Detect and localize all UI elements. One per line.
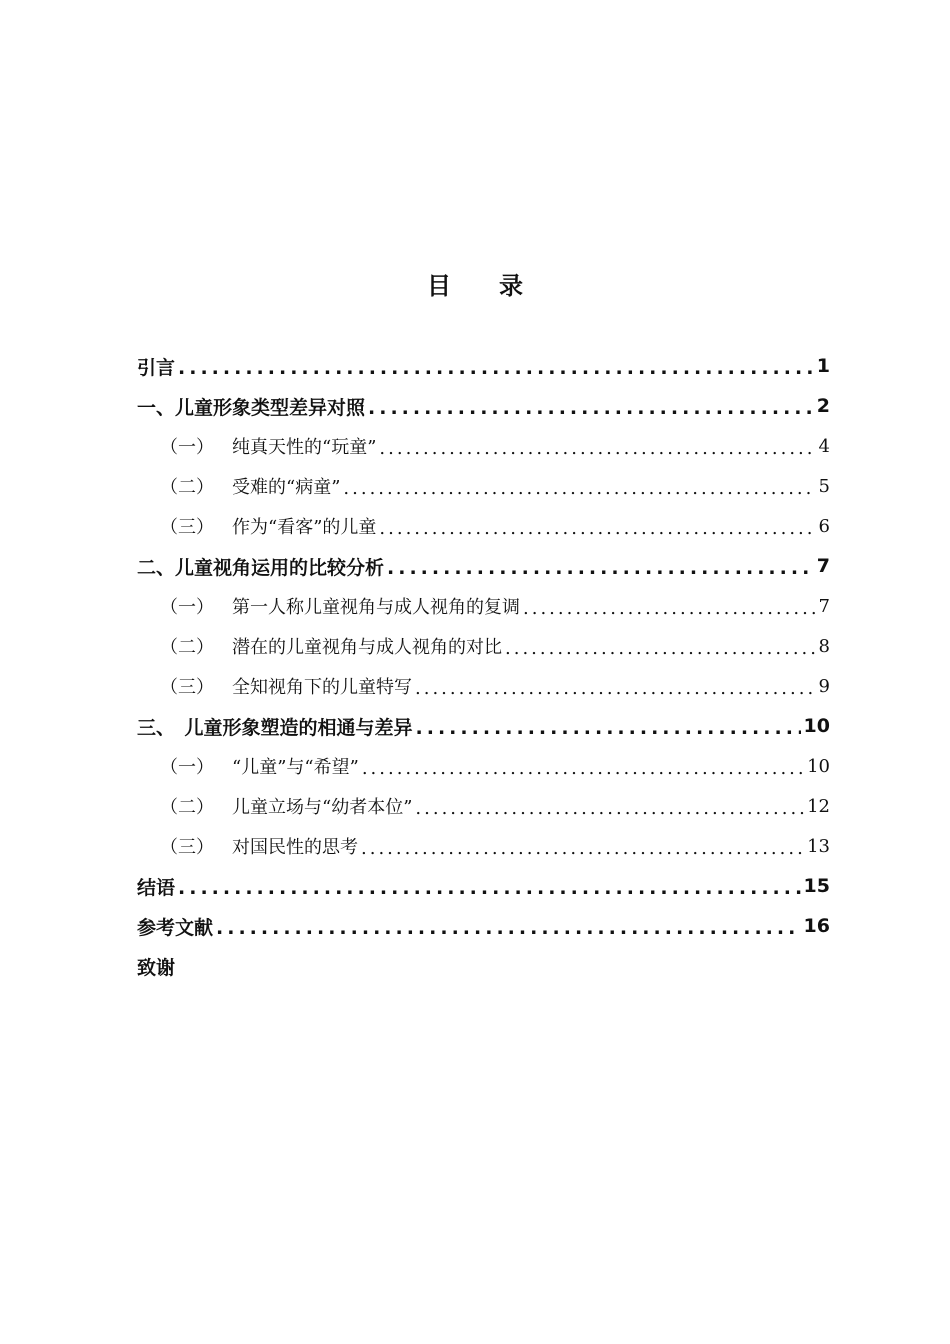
- toc-subentry-text: 儿童立场与“幼者本位”: [232, 797, 413, 818]
- toc-title: 目 录: [427, 272, 523, 300]
- toc-subentry-text: 受难的“病童”: [232, 477, 341, 498]
- toc-entry-page: 1: [816, 355, 830, 377]
- toc-subentry: [137, 426, 830, 466]
- toc-entry-text: 参考文献: [137, 916, 214, 939]
- dot-leader: [178, 357, 814, 379]
- toc-subentry-number: （一）: [160, 597, 214, 618]
- toc-subentry: [137, 586, 830, 626]
- toc-subentry-number: （二）: [160, 797, 214, 818]
- toc-entry-page: 2: [816, 395, 830, 417]
- dot-leader: [387, 557, 814, 579]
- dot-leader: [178, 877, 801, 899]
- toc-entry: [137, 946, 830, 986]
- toc-entry: [137, 546, 830, 586]
- toc-entry-text: 引言: [137, 356, 176, 379]
- dot-leader: [343, 478, 815, 499]
- toc-entry-text: 三、 儿童形象塑造的相通与差异: [137, 716, 413, 739]
- toc-subentry-page: 4: [818, 435, 830, 457]
- dot-leader: [416, 717, 801, 739]
- toc-list: [137, 346, 830, 986]
- toc-entry-text: 一、儿童形象类型差异对照: [137, 396, 366, 419]
- toc-entry: [137, 706, 830, 746]
- dot-leader: [505, 638, 816, 659]
- toc-subentry-page: 13: [807, 835, 830, 857]
- toc-entry-page: 10: [803, 715, 830, 737]
- dot-leader: [379, 518, 815, 539]
- toc-subentry: [137, 826, 830, 866]
- dot-leader: [523, 598, 816, 619]
- dot-leader: [362, 758, 804, 779]
- dot-leader: [379, 438, 815, 459]
- toc-entry-text: 结语: [137, 876, 176, 899]
- toc-subentry-page: 9: [818, 675, 830, 697]
- toc-subentry: [137, 666, 830, 706]
- toc-subentry-number: （三）: [160, 837, 214, 858]
- toc-subentry: [137, 626, 830, 666]
- toc-subentry-page: 7: [818, 595, 830, 617]
- toc-subentry-page: 12: [807, 795, 830, 817]
- toc-subentry: [137, 466, 830, 506]
- toc-subentry-text: 第一人称儿童视角与成人视角的复调: [232, 597, 520, 618]
- toc-subentry-text: 纯真天性的“玩童”: [232, 437, 377, 458]
- toc-entry-page: 15: [803, 875, 830, 897]
- dot-leader: [415, 678, 816, 699]
- toc-subentry: [137, 786, 830, 826]
- toc-entry: [137, 386, 830, 426]
- toc-subentry-text: 作为“看客”的儿童: [232, 517, 377, 538]
- toc-entry-page: 16: [803, 915, 830, 937]
- toc-entry: [137, 346, 830, 386]
- toc-subentry-number: （三）: [160, 677, 214, 698]
- toc-subentry-page: 8: [818, 635, 830, 657]
- toc-subentry-number: （三）: [160, 517, 214, 538]
- dot-leader: [368, 397, 814, 419]
- toc-subentry-text: 对国民性的思考: [232, 837, 358, 858]
- toc-subentry-page: 6: [818, 515, 830, 537]
- toc-subentry-page: 10: [807, 755, 830, 777]
- toc-subentry-text: “儿童”与“希望”: [232, 757, 359, 778]
- toc-entry: [137, 906, 830, 946]
- dot-leader: [216, 917, 801, 939]
- toc-subentry-text: 全知视角下的儿童特写: [232, 677, 412, 698]
- dot-leader: [361, 838, 804, 859]
- toc-subentry: [137, 746, 830, 786]
- toc-subentry-number: （一）: [160, 757, 214, 778]
- toc-subentry-text: 潜在的儿童视角与成人视角的对比: [232, 637, 502, 658]
- dot-leader: [415, 798, 804, 819]
- toc-entry-text: 二、儿童视角运用的比较分析: [137, 556, 385, 579]
- toc-subentry-number: （二）: [160, 637, 214, 658]
- toc-entry-page: 7: [816, 555, 830, 577]
- toc-entry: [137, 866, 830, 906]
- toc-subentry: [137, 506, 830, 546]
- toc-subentry-number: （二）: [160, 477, 214, 498]
- toc-subentry-page: 5: [818, 475, 830, 497]
- toc-entry-text: 致谢: [137, 956, 176, 979]
- toc-subentry-number: （一）: [160, 437, 214, 458]
